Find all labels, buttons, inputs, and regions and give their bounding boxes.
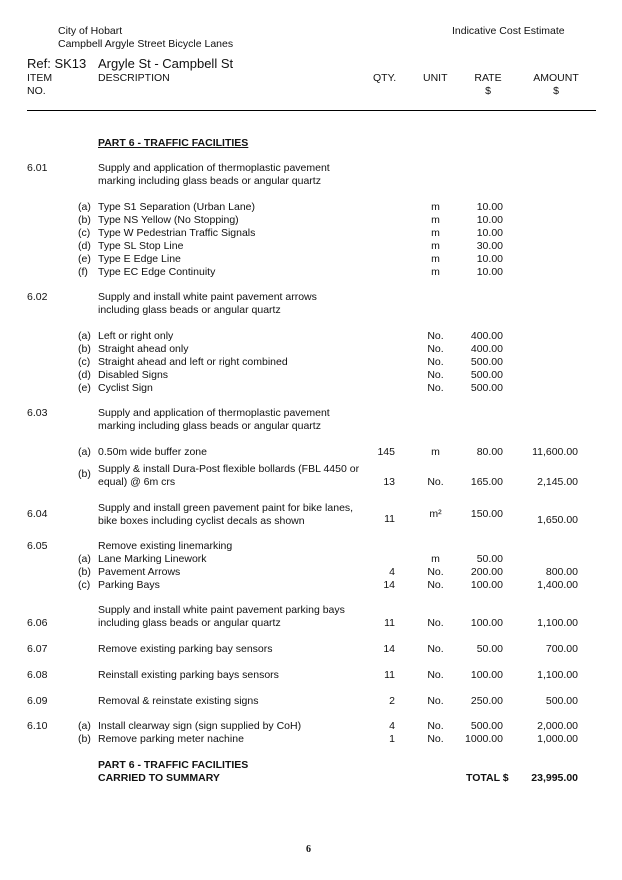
rate-value: 50.00: [476, 553, 503, 565]
qty-value: 14: [383, 643, 395, 655]
sub-item-letter: (d): [78, 369, 91, 381]
sub-item-description: Supply & install Dura-Post flexible bollards (FBL 4450 or: [98, 463, 360, 475]
item-no: 6.02: [27, 291, 48, 303]
sub-item-description: equal) @ 6m crs: [98, 476, 176, 488]
rate-value: 500.00: [470, 369, 503, 381]
sub-item-description: Disabled Signs: [98, 369, 169, 381]
item-description: bike boxes including cyclist decals as shown: [98, 515, 305, 527]
col-amount-currency: $: [553, 85, 559, 97]
sub-item-description: Install clearway sign (sign supplied by CoH): [98, 720, 302, 732]
sub-item-description: Parking Bays: [98, 579, 160, 591]
rate-value: 500.00: [470, 720, 503, 732]
sub-item-description: Type SL Stop Line: [98, 240, 184, 252]
amount-value: 2,145.00: [537, 476, 578, 488]
qty-value: 4: [389, 566, 395, 578]
amount-value: 1,100.00: [537, 617, 578, 629]
unit-value: m: [431, 446, 440, 458]
summary-part-title: PART 6 - TRAFFIC FACILITIES: [98, 759, 249, 771]
sub-item-letter: (e): [78, 253, 91, 265]
item-no: 6.01: [27, 162, 48, 174]
unit-value: No.: [427, 669, 444, 681]
item-description: Remove existing linemarking: [98, 540, 233, 552]
unit-value: No.: [427, 695, 444, 707]
rate-value: 10.00: [476, 214, 503, 226]
sub-item-letter: (c): [78, 227, 91, 239]
rate-value: 150.00: [470, 508, 503, 520]
sub-item-letter: (c): [78, 579, 91, 591]
item-no: 6.03: [27, 407, 48, 419]
amount-value: 2,000.00: [537, 720, 578, 732]
sub-item-description: Straight ahead and left or right combined: [98, 356, 288, 368]
sub-item-letter: (a): [78, 201, 91, 213]
rate-value: 100.00: [470, 669, 503, 681]
unit-value: No.: [427, 720, 444, 732]
sub-item-letter: (a): [78, 720, 91, 732]
unit-value: m: [431, 240, 440, 252]
col-qty: QTY.: [373, 72, 397, 84]
sub-item-letter: (e): [78, 382, 91, 394]
amount-value: 1,000.00: [537, 733, 578, 745]
item-description: marking including glass beads or angular quartz: [98, 420, 321, 432]
sub-item-letter: (a): [78, 446, 91, 458]
qty-value: 1: [389, 733, 395, 745]
rate-value: 80.00: [476, 446, 503, 458]
qty-value: 11: [384, 669, 395, 681]
amount-value: 1,400.00: [537, 579, 578, 591]
rate-value: 200.00: [470, 566, 503, 578]
col-unit: UNIT: [423, 72, 448, 84]
sub-item-description: Type S1 Separation (Urban Lane): [98, 201, 256, 213]
amount-value: 1,650.00: [537, 514, 578, 526]
unit-value: No.: [427, 476, 444, 488]
sub-item-letter: (b): [78, 343, 91, 355]
rate-value: 250.00: [470, 695, 503, 707]
item-description: Reinstall existing parking bays sensors: [98, 669, 279, 681]
amount-value: 700.00: [545, 643, 578, 655]
total-amount: 23,995.00: [531, 772, 578, 784]
sub-item-letter: (b): [78, 733, 91, 745]
item-description: including glass beads or angular quartz: [98, 304, 281, 316]
reference: Ref: SK13: [27, 56, 87, 71]
rate-value: 100.00: [470, 617, 503, 629]
rate-value: 500.00: [470, 356, 503, 368]
item-no: 6.08: [27, 669, 48, 681]
sub-item-description: Lane Marking Linework: [98, 553, 207, 565]
unit-value: m: [431, 266, 440, 278]
unit-value: No.: [427, 566, 444, 578]
sub-item-letter: (a): [78, 330, 91, 342]
sub-item-description: Straight ahead only: [98, 343, 189, 355]
rate-value: 400.00: [470, 343, 503, 355]
unit-value: m: [431, 553, 440, 565]
col-description: DESCRIPTION: [98, 72, 170, 84]
unit-value: No.: [427, 643, 444, 655]
qty-value: 13: [383, 476, 395, 488]
rate-value: 10.00: [476, 266, 503, 278]
unit-value: No.: [427, 330, 444, 342]
unit-value: m: [431, 253, 440, 265]
sub-item-letter: (b): [78, 566, 91, 578]
item-no: 6.07: [27, 643, 48, 655]
header-rule: [27, 110, 596, 111]
location: Argyle St - Campbell St: [98, 56, 234, 71]
item-no: 6.09: [27, 695, 48, 707]
amount-value: 500.00: [545, 695, 578, 707]
item-no: 6.10: [27, 720, 48, 732]
qty-value: 4: [389, 720, 395, 732]
amount-value: 800.00: [545, 566, 578, 578]
rate-value: 10.00: [476, 201, 503, 213]
rate-value: 100.00: [470, 579, 503, 591]
sub-item-letter: (b): [78, 214, 91, 226]
rate-value: 400.00: [470, 330, 503, 342]
document-type: Indicative Cost Estimate: [452, 25, 565, 37]
col-item-no: NO.: [27, 85, 46, 97]
sub-item-description: Left or right only: [98, 330, 174, 342]
col-amount: AMOUNT: [533, 72, 579, 84]
col-rate-currency: $: [485, 85, 491, 97]
item-description: Supply and install green pavement paint for bike lanes,: [98, 502, 354, 514]
rate-value: 500.00: [470, 382, 503, 394]
sub-item-description: Cyclist Sign: [98, 382, 153, 394]
sub-item-letter: (d): [78, 240, 91, 252]
rate-value: 50.00: [476, 643, 503, 655]
sub-item-letter: (b): [78, 468, 91, 480]
item-no: 6.05: [27, 540, 48, 552]
sub-item-description: Type W Pedestrian Traffic Signals: [98, 227, 256, 239]
page-number: 6: [306, 844, 311, 855]
qty-value: 14: [383, 579, 395, 591]
sub-item-description: Type E Edge Line: [98, 253, 181, 265]
unit-value: No.: [427, 617, 444, 629]
client-name: City of Hobart: [58, 25, 123, 37]
rate-value: 10.00: [476, 227, 503, 239]
summary-carried: CARRIED TO SUMMARY: [98, 772, 220, 784]
qty-value: 11: [384, 617, 395, 629]
sub-item-description: Pavement Arrows: [98, 566, 181, 578]
item-description: Remove existing parking bay sensors: [98, 643, 273, 655]
sub-item-letter: (c): [78, 356, 91, 368]
unit-value: No.: [427, 356, 444, 368]
rate-value: 30.00: [476, 240, 503, 252]
sub-item-description: 0.50m wide buffer zone: [98, 446, 207, 458]
project-name: Campbell Argyle Street Bicycle Lanes: [58, 38, 234, 50]
unit-value: m: [431, 201, 440, 213]
unit-value: No.: [427, 382, 444, 394]
item-description: including glass beads or angular quartz: [98, 617, 281, 629]
total-label: TOTAL $: [466, 772, 509, 784]
rate-value: 1000.00: [465, 733, 503, 745]
item-description: Supply and application of thermoplastic pavement: [98, 407, 330, 419]
col-rate: RATE: [474, 72, 502, 84]
qty-value: 145: [377, 446, 395, 458]
sub-item-letter: (f): [78, 266, 88, 278]
unit-value: No.: [427, 579, 444, 591]
sub-item-description: Type NS Yellow (No Stopping): [98, 214, 239, 226]
item-description: Supply and application of thermoplastic pavement: [98, 162, 330, 174]
sub-item-description: Remove parking meter nachine: [98, 733, 244, 745]
item-description: marking including glass beads or angular quartz: [98, 175, 321, 187]
part-title: PART 6 - TRAFFIC FACILITIES: [98, 137, 249, 149]
item-description: Supply and install white paint pavement arrows: [98, 291, 317, 303]
item-description: Supply and install white paint pavement parking bays: [98, 604, 345, 616]
amount-value: 1,100.00: [537, 669, 578, 681]
rate-value: 165.00: [470, 476, 503, 488]
unit-value: m: [431, 214, 440, 226]
sub-item-letter: (a): [78, 553, 91, 565]
amount-value: 11,600.00: [532, 446, 578, 458]
qty-value: 2: [389, 695, 395, 707]
rate-value: 10.00: [476, 253, 503, 265]
unit-value: m: [431, 227, 440, 239]
unit-value: No.: [427, 733, 444, 745]
sub-item-description: Type EC Edge Continuity: [98, 266, 216, 278]
qty-value: 11: [384, 513, 395, 525]
item-description: Removal & reinstate existing signs: [98, 695, 259, 707]
col-item: ITEM: [27, 72, 53, 84]
unit-value: No.: [427, 343, 444, 355]
unit-value: No.: [427, 369, 444, 381]
item-no: 6.04: [27, 508, 48, 520]
item-no: 6.06: [27, 617, 48, 629]
unit-value: m²: [429, 508, 442, 520]
